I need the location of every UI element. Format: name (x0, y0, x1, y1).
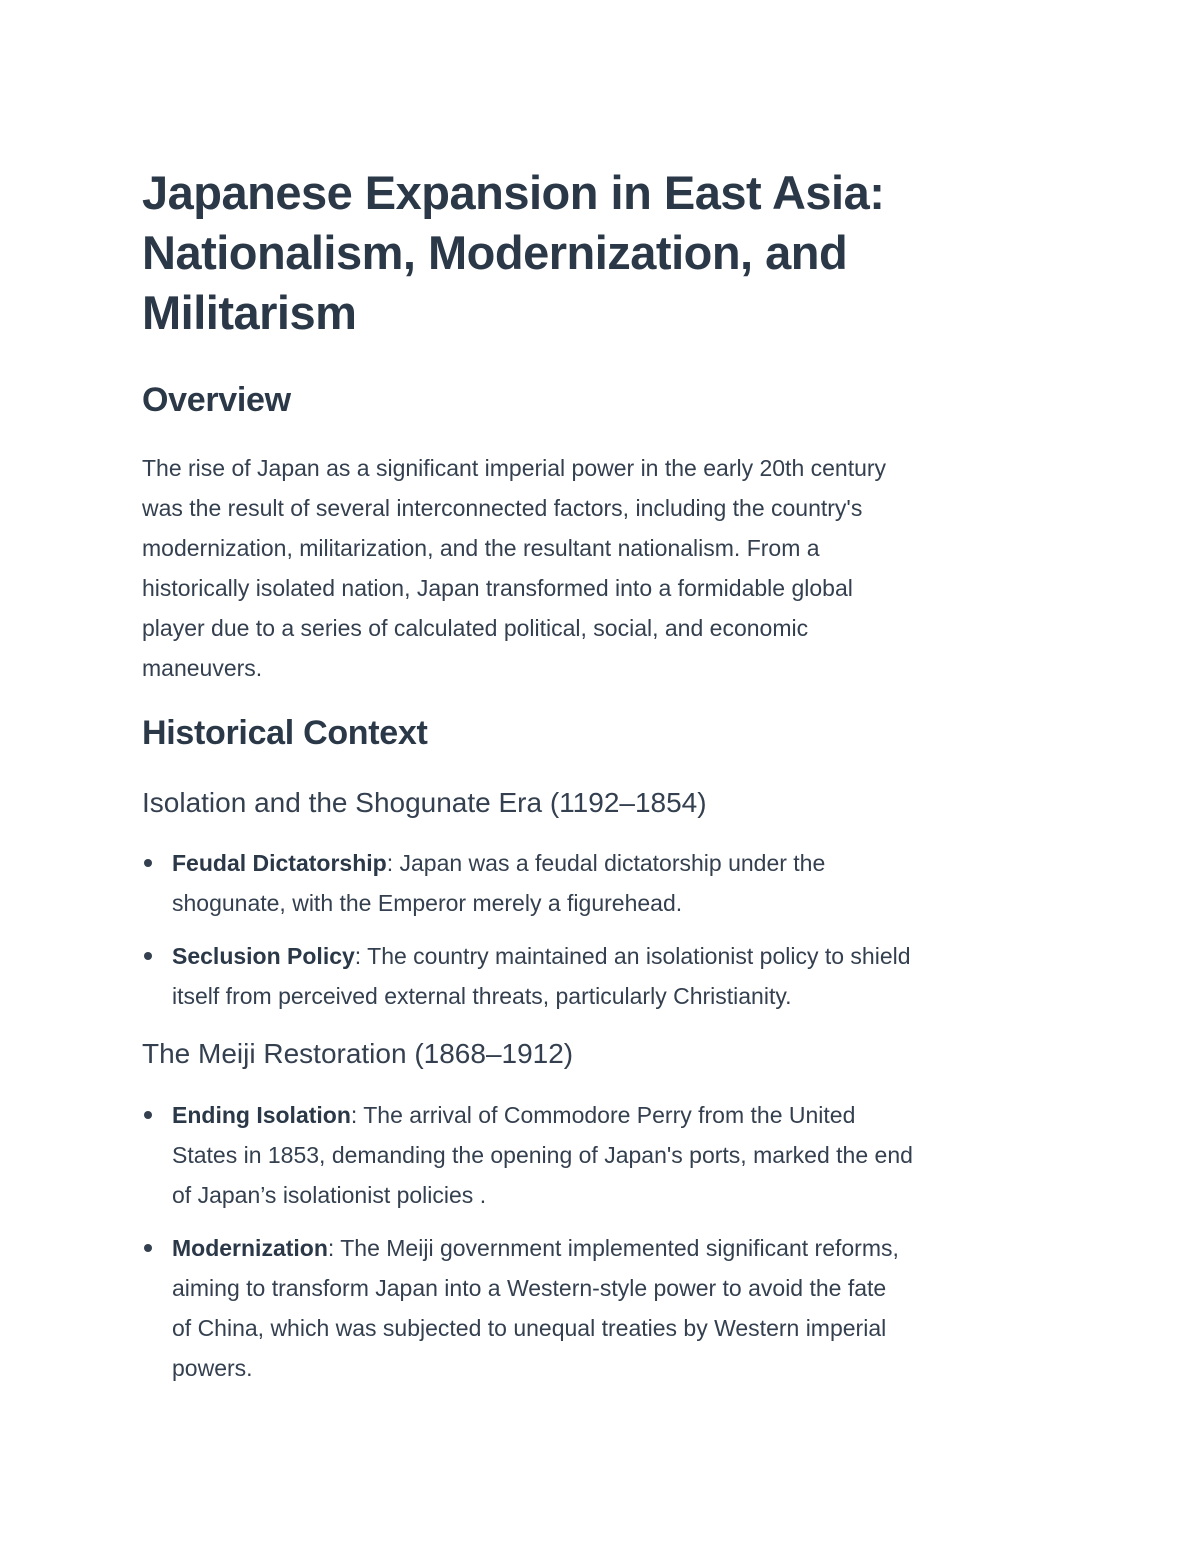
bullet-icon (144, 1111, 152, 1119)
paragraph-line: was the result of several interconnected factors, including the country's (142, 495, 863, 521)
overview-heading: Overview (142, 381, 291, 419)
list-item-term: Seclusion Policy (172, 943, 355, 969)
bullet-icon (144, 859, 152, 867)
list-item-line: shogunate, with the Emperor merely a figurehead. (172, 890, 683, 916)
list-item-line: itself from perceived external threats, particularly Christianity. (172, 983, 792, 1009)
list-item-body (172, 1228, 1072, 1388)
title-line: Japanese Expansion in East Asia: (142, 166, 885, 219)
list-item-term: Ending Isolation (172, 1102, 351, 1128)
list-item-text: : The country maintained an isolationist policy to shield (354, 943, 911, 969)
bullet-icon (144, 952, 152, 960)
list-item-first-line (172, 1095, 1072, 1135)
list-item-line: States in 1853, demanding the opening of Japan's ports, marked the end (172, 1142, 913, 1168)
list-item-line: aiming to transform Japan into a Western-style power to avoid the fate (172, 1275, 887, 1301)
list-item-body (172, 843, 1072, 923)
shogunate-heading: Isolation and the Shogunate Era (1192–1854) (142, 787, 707, 818)
list-item-line: powers. (172, 1355, 253, 1381)
historical-context-heading: Historical Context (142, 714, 428, 752)
document-title (142, 163, 1042, 343)
title-line: Nationalism, Modernization, and (142, 226, 848, 279)
paragraph-line: historically isolated nation, Japan transformed into a formidable global (142, 575, 853, 601)
list-item-term: Modernization (172, 1235, 328, 1261)
paragraph-line: The rise of Japan as a significant imperial power in the early 20th century (142, 455, 887, 481)
list-item-first-line (172, 936, 1072, 976)
list-item-body (172, 1095, 1072, 1215)
list-item-first-line (172, 1228, 1072, 1268)
list-item-body (172, 936, 1072, 1016)
list-item-text: : The Meiji government implemented significant reforms, (327, 1235, 899, 1261)
list-item-first-line (172, 843, 1072, 883)
list-item-text: : The arrival of Commodore Perry from the United (350, 1102, 856, 1128)
title-line: Militarism (142, 286, 357, 339)
overview-paragraph (142, 448, 1062, 688)
paragraph-line: player due to a series of calculated political, social, and economic (142, 615, 809, 641)
meiji-heading: The Meiji Restoration (1868–1912) (142, 1038, 574, 1069)
list-item-line: of Japan’s isolationist policies . (172, 1182, 487, 1208)
bullet-icon (144, 1244, 152, 1252)
list-item-term: Feudal Dictatorship (172, 850, 387, 876)
paragraph-line: modernization, militarization, and the resultant nationalism. From a (142, 535, 820, 561)
list-item-text: : Japan was a feudal dictatorship under the (386, 850, 826, 876)
paragraph-line: maneuvers. (142, 655, 263, 681)
list-item-line: of China, which was subjected to unequal treaties by Western imperial (172, 1315, 887, 1341)
